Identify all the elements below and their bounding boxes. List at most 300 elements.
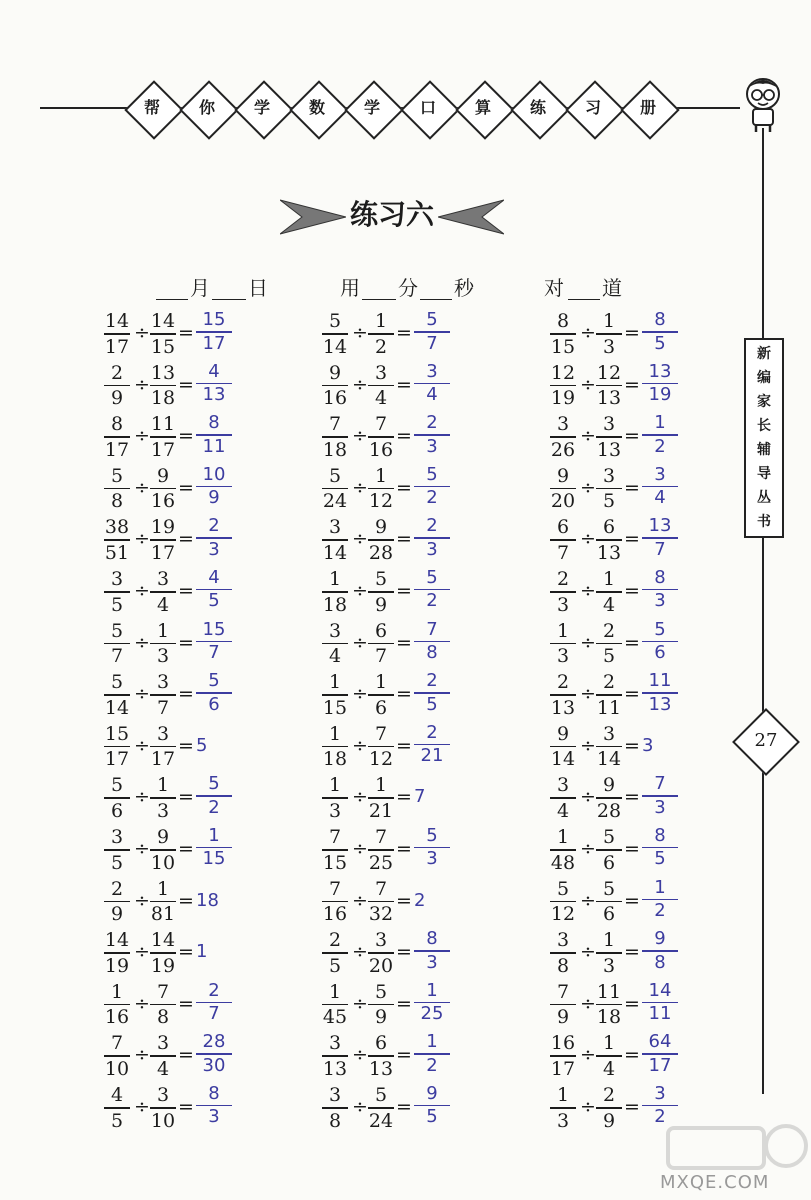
divide-sign: ÷ <box>352 528 368 551</box>
handwritten-answer[interactable] <box>642 620 678 664</box>
equals-sign: = <box>624 476 640 499</box>
dividend-fraction-denominator: 7 <box>556 541 570 564</box>
page-header <box>0 0 811 150</box>
handwritten-answer-denominator: 4 <box>426 384 438 406</box>
divisor-fraction-numerator: 1 <box>156 877 170 900</box>
divisor-fraction-bar <box>368 643 394 645</box>
handwritten-answer-denominator: 7 <box>208 1003 220 1025</box>
divide-sign: ÷ <box>134 786 150 809</box>
divisor-fraction-bar <box>150 385 176 387</box>
time-used-label: 用 <box>340 276 360 300</box>
divisor-fraction <box>596 620 622 668</box>
handwritten-answer-numerator: 8 <box>654 566 666 588</box>
handwritten-answer-denominator: 15 <box>202 848 226 870</box>
dividend-fraction-denominator: 8 <box>110 490 124 513</box>
divisor-fraction <box>596 362 622 410</box>
divisor-fraction-denominator: 13 <box>596 541 622 564</box>
dividend-fraction-numerator: 5 <box>110 619 124 642</box>
handwritten-answer-denominator: 8 <box>654 951 666 973</box>
dividend-fraction <box>322 878 348 926</box>
dividend-fraction-bar <box>550 901 576 903</box>
handwritten-answer[interactable] <box>642 516 678 560</box>
divide-sign: ÷ <box>134 476 150 499</box>
divisor-fraction-bar <box>596 1004 622 1006</box>
divisor-fraction-bar <box>368 746 394 748</box>
dividend-fraction-bar <box>104 333 130 335</box>
minutes-blank[interactable] <box>362 299 396 300</box>
dividend-fraction-numerator: 2 <box>110 877 124 900</box>
handwritten-answer-numerator: 11 <box>648 670 672 692</box>
divisor-fraction-bar <box>368 333 394 335</box>
divide-sign: ÷ <box>352 476 368 499</box>
handwritten-answer[interactable] <box>196 826 232 870</box>
handwritten-answer-denominator: 7 <box>654 538 666 560</box>
dividend-fraction-bar <box>550 1107 576 1109</box>
dividend-fraction <box>550 1032 576 1080</box>
dividend-fraction <box>104 568 130 616</box>
divisor-fraction-numerator: 5 <box>374 1083 388 1106</box>
handwritten-answer-numerator: 7 <box>426 618 438 640</box>
equals-sign: = <box>178 992 194 1015</box>
equals-sign: = <box>396 1095 412 1118</box>
divisor-fraction-bar <box>150 1004 176 1006</box>
divisor-fraction <box>596 671 622 719</box>
dividend-fraction-bar <box>322 746 348 748</box>
dividend-fraction-bar <box>104 1055 130 1057</box>
dividend-fraction-numerator: 3 <box>328 516 342 539</box>
handwritten-answer-denominator: 3 <box>426 538 438 560</box>
divisor-fraction-denominator: 25 <box>368 851 394 874</box>
dividend-fraction-denominator: 17 <box>104 748 130 771</box>
dividend-fraction-numerator: 3 <box>328 619 342 642</box>
dividend-fraction-bar <box>104 952 130 954</box>
divisor-fraction-numerator: 3 <box>602 722 616 745</box>
dividend-fraction <box>322 826 348 874</box>
divisor-fraction <box>596 413 622 461</box>
divisor-fraction <box>150 981 176 1029</box>
handwritten-answer[interactable] <box>642 1032 678 1076</box>
equals-sign: = <box>396 837 412 860</box>
handwritten-answer-numerator: 15 <box>202 309 226 330</box>
dividend-fraction-denominator: 9 <box>110 903 124 926</box>
handwritten-answer-denominator: 11 <box>648 1003 672 1025</box>
divisor-fraction-bar <box>596 694 622 696</box>
divisor-fraction-denominator: 28 <box>596 799 622 822</box>
day-blank[interactable] <box>212 299 246 300</box>
divide-sign: ÷ <box>134 579 150 602</box>
handwritten-answer-denominator: 11 <box>202 435 226 457</box>
handwritten-answer[interactable] <box>196 568 232 612</box>
divisor-fraction-bar <box>368 436 394 438</box>
handwritten-answer-numerator: 1 <box>426 1031 438 1053</box>
handwritten-answer-denominator: 2 <box>654 435 666 457</box>
divisor-fraction-numerator: 1 <box>156 619 170 642</box>
handwritten-answer[interactable] <box>414 465 450 509</box>
divisor-fraction-denominator: 17 <box>150 748 176 771</box>
divisor-fraction-bar <box>368 539 394 541</box>
handwritten-answer[interactable] <box>196 774 232 818</box>
divide-sign: ÷ <box>580 786 596 809</box>
handwritten-answer-numerator: 5 <box>208 773 220 795</box>
handwritten-answer[interactable]: 2 <box>414 889 426 911</box>
handwritten-answer-denominator: 13 <box>202 384 226 406</box>
divisor-fraction <box>368 568 394 616</box>
divisor-fraction-bar <box>596 901 622 903</box>
divisor-fraction <box>150 1032 176 1080</box>
watermark-text: MXQE.COM <box>660 1172 770 1193</box>
divisor-fraction-bar <box>368 1107 394 1109</box>
dividend-fraction-bar <box>104 1004 130 1006</box>
equals-sign: = <box>178 941 194 964</box>
dividend-fraction-bar <box>104 539 130 541</box>
handwritten-answer[interactable] <box>414 1084 450 1128</box>
divisor-fraction-denominator: 9 <box>602 1109 616 1132</box>
right-rule-top <box>762 128 764 338</box>
divisor-fraction <box>150 568 176 616</box>
dividend-fraction <box>104 362 130 410</box>
divide-sign: ÷ <box>134 941 150 964</box>
dividend-fraction-denominator: 16 <box>322 903 348 926</box>
divisor-fraction <box>368 981 394 1029</box>
dividend-fraction-denominator: 13 <box>550 696 576 719</box>
divisor-fraction-denominator: 12 <box>368 748 394 771</box>
divisor-fraction-denominator: 12 <box>368 490 394 513</box>
handwritten-answer[interactable] <box>414 516 450 560</box>
handwritten-answer[interactable] <box>414 929 450 973</box>
handwritten-answer[interactable]: 5 <box>196 734 208 756</box>
handwritten-answer-denominator: 5 <box>426 693 438 715</box>
sidebar-char: 编 <box>757 370 771 386</box>
divisor-fraction-denominator: 19 <box>150 954 176 977</box>
handwritten-answer-numerator: 8 <box>208 412 220 434</box>
divisor-fraction <box>150 671 176 719</box>
handwritten-answer[interactable] <box>642 413 678 457</box>
dividend-fraction-numerator: 2 <box>328 929 342 952</box>
handwritten-answer[interactable] <box>642 310 678 354</box>
divisor-fraction-bar <box>368 1004 394 1006</box>
dividend-fraction-denominator: 19 <box>550 387 576 410</box>
divisor-fraction <box>368 620 394 668</box>
handwritten-answer-denominator: 2 <box>426 1054 438 1076</box>
divide-sign: ÷ <box>352 683 368 706</box>
handwritten-answer[interactable] <box>414 981 450 1025</box>
equals-sign: = <box>396 528 412 551</box>
divisor-fraction-denominator: 3 <box>156 645 170 668</box>
divide-sign: ÷ <box>580 889 596 912</box>
equals-sign: = <box>178 373 194 396</box>
handwritten-answer[interactable] <box>414 1032 450 1076</box>
handwritten-answer-denominator: 8 <box>426 642 438 664</box>
handwritten-answer-numerator: 3 <box>654 463 666 485</box>
dividend-fraction <box>550 362 576 410</box>
divisor-fraction-bar <box>368 901 394 903</box>
handwritten-answer[interactable] <box>196 516 232 560</box>
divisor-fraction <box>150 826 176 874</box>
divisor-fraction-numerator: 9 <box>374 516 388 539</box>
handwritten-answer[interactable]: 1 <box>196 941 208 963</box>
divisor-fraction-denominator: 17 <box>150 438 176 461</box>
dividend-fraction-numerator: 1 <box>556 1083 570 1106</box>
equals-sign: = <box>178 528 194 551</box>
divide-sign: ÷ <box>352 322 368 344</box>
handwritten-answer[interactable] <box>414 671 450 715</box>
dividend-fraction-numerator: 1 <box>556 825 570 848</box>
divisor-fraction-denominator: 32 <box>368 903 394 926</box>
equals-sign: = <box>624 734 640 757</box>
dividend-fraction <box>550 310 576 358</box>
handwritten-answer[interactable] <box>196 465 232 509</box>
dividend-fraction-denominator: 14 <box>322 541 348 564</box>
equals-sign: = <box>396 631 412 654</box>
handwritten-answer[interactable] <box>642 929 678 973</box>
handwritten-answer-denominator: 6 <box>208 693 220 715</box>
handwritten-answer[interactable] <box>642 362 678 406</box>
divisor-fraction-bar <box>150 901 176 903</box>
divisor-fraction-numerator: 9 <box>602 774 616 797</box>
seconds-blank[interactable] <box>420 299 452 300</box>
dividend-fraction-numerator: 1 <box>328 774 342 797</box>
handwritten-answer-denominator: 6 <box>654 642 666 664</box>
equals-sign: = <box>396 786 412 809</box>
dividend-fraction-denominator: 15 <box>322 696 348 719</box>
series-title-char: 数 <box>308 98 325 117</box>
equals-sign: = <box>396 683 412 706</box>
equals-sign: = <box>624 528 640 551</box>
divisor-fraction-denominator: 6 <box>602 903 616 926</box>
divisor-fraction-denominator: 4 <box>374 387 388 410</box>
divisor-fraction <box>150 774 176 822</box>
dividend-fraction-numerator: 1 <box>328 671 342 694</box>
dividend-fraction-denominator: 6 <box>110 799 124 822</box>
handwritten-answer[interactable] <box>414 723 450 767</box>
dividend-fraction-denominator: 15 <box>322 851 348 874</box>
divisor-fraction-denominator: 2 <box>374 335 388 358</box>
divisor-fraction <box>368 826 394 874</box>
divide-sign: ÷ <box>352 837 368 860</box>
dividend-fraction <box>322 929 348 977</box>
month-blank[interactable] <box>156 299 188 300</box>
handwritten-answer[interactable] <box>642 981 678 1025</box>
divide-sign: ÷ <box>580 941 596 964</box>
equals-sign: = <box>624 683 640 706</box>
handwritten-answer[interactable]: 7 <box>414 786 426 808</box>
handwritten-answer-numerator: 5 <box>208 670 220 692</box>
dividend-fraction <box>104 516 130 564</box>
correct-count-blank[interactable] <box>568 299 600 300</box>
equals-sign: = <box>396 476 412 499</box>
handwritten-answer[interactable] <box>414 826 450 870</box>
divisor-fraction-numerator: 5 <box>602 825 616 848</box>
handwritten-answer[interactable] <box>414 620 450 664</box>
divisor-fraction-numerator: 11 <box>150 413 176 436</box>
handwritten-answer[interactable] <box>642 465 678 509</box>
handwritten-answer-denominator: 25 <box>420 1003 444 1025</box>
divisor-fraction-bar <box>596 539 622 541</box>
divide-sign: ÷ <box>134 528 150 551</box>
divisor-fraction-numerator: 1 <box>156 774 170 797</box>
divisor-fraction-bar <box>368 591 394 593</box>
dividend-fraction-bar <box>550 1055 576 1057</box>
divide-sign: ÷ <box>352 786 368 809</box>
dividend-fraction <box>322 1032 348 1080</box>
dividend-fraction <box>550 878 576 926</box>
divisor-fraction-numerator: 5 <box>602 877 616 900</box>
handwritten-answer[interactable] <box>196 362 232 406</box>
dividend-fraction-bar <box>104 849 130 851</box>
divisor-fraction <box>150 516 176 564</box>
divisor-fraction-bar <box>368 952 394 954</box>
handwritten-answer[interactable] <box>414 568 450 612</box>
dividend-fraction-bar <box>550 746 576 748</box>
dividend-fraction-denominator: 20 <box>550 490 576 513</box>
divisor-fraction <box>368 310 394 358</box>
divisor-fraction-numerator: 11 <box>596 980 622 1003</box>
handwritten-answer-denominator: 3 <box>208 538 220 560</box>
divisor-fraction-bar <box>596 488 622 490</box>
divisor-fraction-denominator: 16 <box>368 438 394 461</box>
handwritten-answer-numerator: 8 <box>426 928 438 950</box>
handwritten-answer[interactable] <box>414 310 450 354</box>
equals-sign: = <box>178 322 194 344</box>
dividend-fraction-denominator: 17 <box>550 1057 576 1080</box>
divisor-fraction-bar <box>368 797 394 799</box>
dividend-fraction <box>322 1084 348 1132</box>
equals-sign: = <box>178 683 194 706</box>
handwritten-answer-numerator: 9 <box>426 1082 438 1104</box>
dividend-fraction <box>550 465 576 513</box>
dividend-fraction <box>104 1032 130 1080</box>
dividend-fraction-bar <box>322 797 348 799</box>
divisor-fraction-numerator: 14 <box>150 310 176 332</box>
handwritten-answer[interactable] <box>196 413 232 457</box>
handwritten-answer[interactable] <box>642 568 678 612</box>
handwritten-answer-numerator: 13 <box>648 360 672 382</box>
handwritten-answer[interactable] <box>642 826 678 870</box>
handwritten-answer[interactable] <box>414 413 450 457</box>
dividend-fraction-bar <box>322 436 348 438</box>
dividend-fraction-numerator: 15 <box>104 722 130 745</box>
sidebar-char: 丛 <box>757 490 771 506</box>
series-title-char: 帮 <box>143 98 160 117</box>
handwritten-answer[interactable] <box>196 1032 232 1076</box>
series-title-char: 口 <box>419 98 436 117</box>
divisor-fraction <box>368 1032 394 1080</box>
divisor-fraction <box>596 981 622 1029</box>
handwritten-answer[interactable] <box>414 362 450 406</box>
equals-sign: = <box>396 941 412 964</box>
divide-sign: ÷ <box>580 631 596 654</box>
handwritten-answer[interactable] <box>196 981 232 1025</box>
dividend-fraction-bar <box>322 694 348 696</box>
dividend-fraction-numerator: 3 <box>328 1032 342 1055</box>
dividend-fraction-bar <box>550 952 576 954</box>
dividend-fraction-denominator: 7 <box>110 645 124 668</box>
divisor-fraction <box>596 929 622 977</box>
handwritten-answer[interactable] <box>196 620 232 664</box>
handwritten-answer[interactable] <box>196 1084 232 1128</box>
dividend-fraction-bar <box>104 385 130 387</box>
dividend-fraction-bar <box>104 694 130 696</box>
divisor-fraction-denominator: 13 <box>596 438 622 461</box>
handwritten-answer[interactable] <box>196 671 232 715</box>
divisor-fraction-denominator: 24 <box>368 1109 394 1132</box>
divide-sign: ÷ <box>580 1095 596 1118</box>
handwritten-answer-numerator: 3 <box>426 360 438 382</box>
handwritten-answer[interactable] <box>196 310 232 354</box>
divisor-fraction-numerator: 3 <box>374 361 388 384</box>
divisor-fraction-denominator: 4 <box>602 593 616 616</box>
equals-sign: = <box>624 1095 640 1118</box>
equals-sign: = <box>624 992 640 1015</box>
dividend-fraction-denominator: 3 <box>556 593 570 616</box>
divisor-fraction-bar <box>596 333 622 335</box>
equals-sign: = <box>396 322 412 344</box>
handwritten-answer[interactable] <box>642 878 678 922</box>
dividend-fraction-denominator: 26 <box>550 438 576 461</box>
divisor-fraction <box>368 671 394 719</box>
handwritten-answer-denominator: 4 <box>654 487 666 509</box>
handwritten-answer-denominator: 19 <box>648 384 672 406</box>
dividend-fraction-denominator: 13 <box>322 1057 348 1080</box>
divisor-fraction <box>596 465 622 513</box>
dividend-fraction-numerator: 3 <box>110 825 124 848</box>
divisor-fraction <box>596 1084 622 1132</box>
dividend-fraction <box>104 465 130 513</box>
divisor-fraction-denominator: 8 <box>156 1006 170 1029</box>
dividend-fraction-denominator: 5 <box>110 851 124 874</box>
dividend-fraction-bar <box>550 849 576 851</box>
divisor-fraction-numerator: 7 <box>374 722 388 745</box>
handwritten-answer[interactable] <box>642 774 678 818</box>
divisor-fraction-numerator: 6 <box>374 1032 388 1055</box>
divisor-fraction-bar <box>150 694 176 696</box>
dividend-fraction-denominator: 3 <box>556 645 570 668</box>
dividend-fraction-bar <box>104 436 130 438</box>
dividend-fraction-denominator: 8 <box>328 1109 342 1132</box>
handwritten-answer[interactable]: 3 <box>642 734 654 756</box>
page-number: 27 <box>754 730 778 751</box>
equals-sign: = <box>624 941 640 964</box>
dividend-fraction-numerator: 2 <box>556 567 570 590</box>
dividend-fraction-numerator: 7 <box>328 877 342 900</box>
handwritten-answer[interactable]: 18 <box>196 889 219 911</box>
equals-sign: = <box>396 1044 412 1067</box>
divisor-fraction-bar <box>150 797 176 799</box>
dividend-fraction-denominator: 16 <box>104 1006 130 1029</box>
handwritten-answer-numerator: 28 <box>202 1031 226 1053</box>
handwritten-answer-denominator: 2 <box>426 590 438 612</box>
handwritten-answer-numerator: 2 <box>426 670 438 692</box>
divisor-fraction-bar <box>596 746 622 748</box>
handwritten-answer-denominator: 5 <box>426 1106 438 1128</box>
handwritten-answer-denominator: 13 <box>648 693 672 715</box>
divisor-fraction <box>596 568 622 616</box>
handwritten-answer-numerator: 2 <box>208 979 220 1001</box>
divisor-fraction-denominator: 6 <box>602 851 616 874</box>
divide-sign: ÷ <box>134 631 150 654</box>
divisor-fraction-bar <box>596 436 622 438</box>
handwritten-answer-numerator: 5 <box>426 463 438 485</box>
divisor-fraction-bar <box>150 591 176 593</box>
dividend-fraction-denominator: 17 <box>104 335 130 358</box>
divisor-fraction-numerator: 12 <box>596 361 622 384</box>
handwritten-answer[interactable] <box>642 671 678 715</box>
divisor-fraction-numerator: 6 <box>374 619 388 642</box>
handwritten-answer-numerator: 8 <box>654 309 666 330</box>
handwritten-answer-denominator: 9 <box>208 487 220 509</box>
dividend-fraction-denominator: 9 <box>556 1006 570 1029</box>
handwritten-answer-denominator: 30 <box>202 1054 226 1076</box>
